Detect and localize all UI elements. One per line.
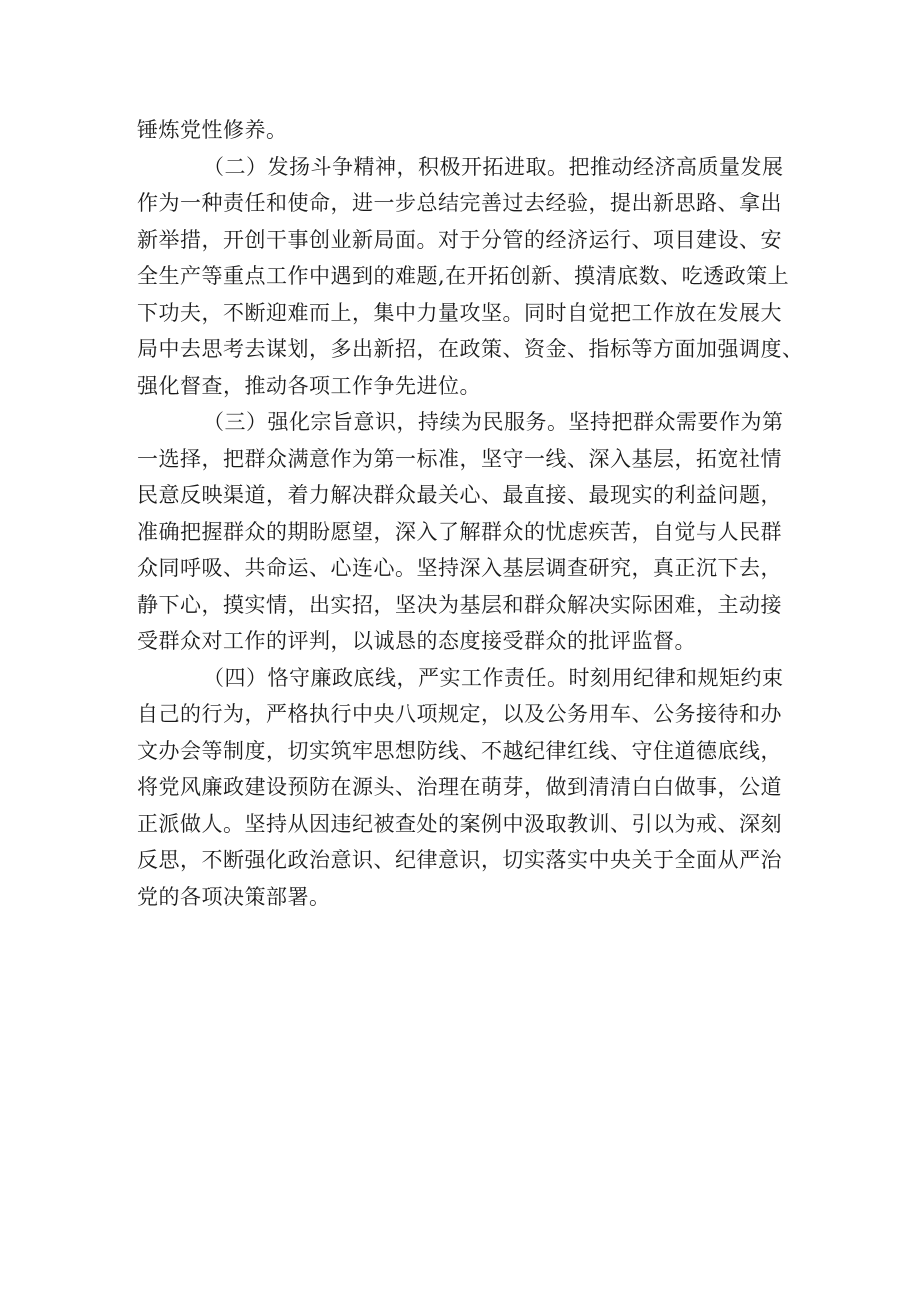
text-line: 正派做人。坚持从因违纪被查处的案例中汲取教训、引以为戒、深刻 [137, 811, 782, 836]
document-body [137, 112, 804, 915]
text-line: 作为一种责任和使命，进一步总结完善过去经验，提出新思路、拿出 [137, 191, 782, 215]
section-heading-line: （二）发扬斗争精神，积极开拓进取。把推动经济高质量发展 [203, 154, 784, 179]
text-line: 强化督查，推动各项工作争先进位。 [137, 373, 481, 398]
text-line: 全生产等重点工作中遇到的难题,在开拓创新、摸清底数、吃透政策上 [137, 264, 790, 288]
text-line: 静下心，摸实情，出实招，坚决为基层和群众解决实际困难，主动接 [137, 592, 782, 617]
text-line: 局中去思考去谋划，多出新招，在政策、资金、指标等方面加强调度、 [137, 337, 804, 361]
text-line: 准确把握群众的期盼愿望，深入了解群众的忧虑疾苦，自觉与人民群 [137, 519, 782, 544]
text-line: 将党风廉政建设预防在源头、治理在萌芽，做到清清白白做事，公道 [137, 775, 782, 799]
text-line: 下功夫，不断迎难而上，集中力量攻坚。同时自觉把工作放在发展大 [137, 300, 782, 325]
text-line: 文办会等制度，切实筑牢思想防线、不越纪律红线、守住道德底线， [137, 738, 782, 763]
text-line: 锤炼党性修养。 [137, 118, 288, 142]
text-line: 新举措，开创干事创业新局面。对于分管的经济运行、项目建设、安 [137, 227, 782, 252]
text-line: 受群众对工作的评判，以诚恳的态度接受群众的批评监督。 [137, 629, 696, 653]
text-line: 反思，不断强化政治意识、纪律意识，切实落实中央关于全面从严治 [137, 848, 782, 872]
text-line: 民意反映渠道，着力解决群众最关心、最直接、最现实的利益问题， [137, 483, 782, 507]
section-heading-line: （三）强化宗旨意识，持续为民服务。坚持把群众需要作为第 [203, 410, 784, 434]
text-line: 一选择，把群众满意作为第一标准，坚守一线、深入基层，拓宽社情 [137, 446, 782, 471]
text-line: 众同呼吸、共命运、心连心。坚持深入基层调查研究，真正沉下去， [137, 556, 782, 580]
section-heading-line: （四）恪守廉政底线，严实工作责任。时刻用纪律和规矩约束 [203, 665, 784, 690]
text-line: 自己的行为，严格执行中央八项规定，以及公务用车、公务接待和办 [137, 702, 782, 726]
text-line: 党的各项决策部署。 [137, 884, 331, 909]
